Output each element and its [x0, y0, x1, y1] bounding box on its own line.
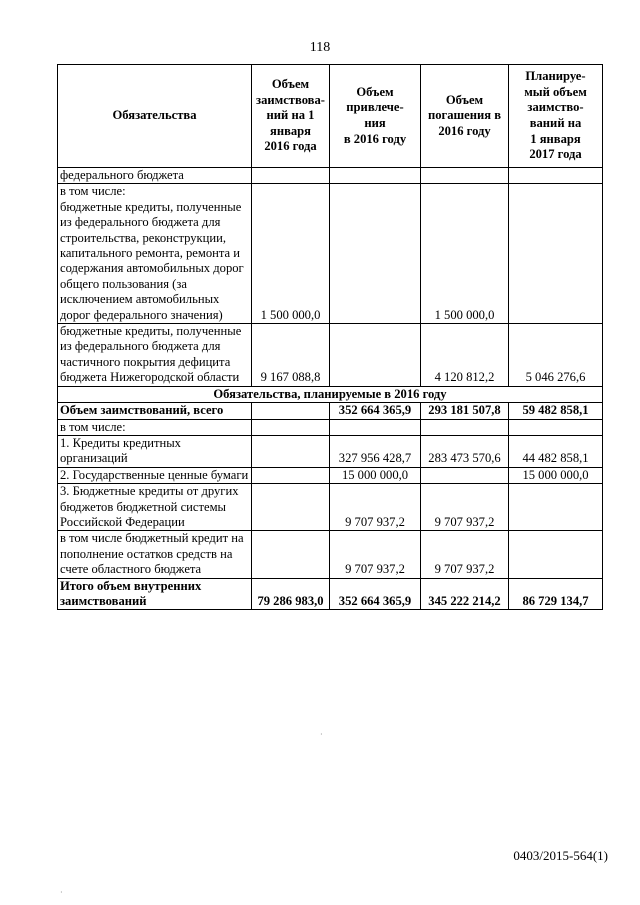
row-value-c4: 44 482 858,1	[509, 435, 603, 467]
header-planned-start-2017: Планируе- мый объем заимство- ваний на 1 января 2017 года	[509, 65, 603, 168]
table-row	[58, 531, 603, 578]
obligations-table	[57, 64, 603, 610]
row-value-c3	[421, 168, 509, 184]
row-value-c4: 15 000 000,0	[509, 467, 603, 483]
row-value-c2	[330, 324, 421, 387]
row-value-c3: 293 181 507,8	[421, 403, 509, 419]
table-row	[58, 467, 603, 483]
row-value-c3: 9 707 937,2	[421, 484, 509, 531]
row-label: Итого объем внутренних заимствований	[58, 578, 252, 610]
row-label: 1. Кредиты кредитных организаций	[58, 435, 252, 467]
row-value-c2: 15 000 000,0	[330, 467, 421, 483]
table-row	[58, 435, 603, 467]
row-value-c4	[509, 184, 603, 324]
row-value-c4	[509, 484, 603, 531]
row-value-c4	[509, 419, 603, 435]
row-label: в том числе бюджетный кредит на пополнение остатков средств на счете областного бюджета	[58, 531, 252, 578]
table-row	[58, 168, 603, 184]
row-value-c4: 86 729 134,7	[509, 578, 603, 610]
row-value-c2: 352 664 365,9	[330, 403, 421, 419]
row-value-c2	[330, 168, 421, 184]
row-value-c1: 79 286 983,0	[252, 578, 330, 610]
row-value-c1: 1 500 000,0	[252, 184, 330, 324]
row-value-c1	[252, 419, 330, 435]
row-label: 3. Бюджетные кредиты от других бюджетов бюджетной системы Российской Федерации	[58, 484, 252, 531]
row-value-c1	[252, 467, 330, 483]
row-value-c2: 352 664 365,9	[330, 578, 421, 610]
header-obligations: Обязательства	[58, 65, 252, 168]
row-value-c1	[252, 403, 330, 419]
table-row	[58, 578, 603, 610]
row-label: Объем заимствований, всего	[58, 403, 252, 419]
row-label: бюджетные кредиты, полученные из федерального бюджета для частичного покрытия дефицита бюджета Нижегородской области	[58, 324, 252, 387]
header-volume-start-2016: Объем заимствова- ний на 1 января 2016 года	[252, 65, 330, 168]
header-attraction-2016: Объем привлече- ния в 2016 году	[330, 65, 421, 168]
table-row	[58, 184, 603, 324]
document-code: 0403/2015-564(1)	[513, 848, 608, 863]
table-row	[58, 403, 603, 419]
row-value-c2	[330, 419, 421, 435]
row-value-c3: 9 707 937,2	[421, 531, 509, 578]
table-row	[58, 484, 603, 531]
row-value-c2: 9 707 937,2	[330, 484, 421, 531]
table-header-row	[58, 65, 603, 168]
row-value-c3	[421, 467, 509, 483]
row-value-c3: 1 500 000,0	[421, 184, 509, 324]
row-label: в том числе: бюджетные кредиты, полученные из федерального бюджета для строительства, реконструкции, капитального ремонта, ремонта и содержания автомобильных дорог общего пользования (за исключением автомобильных дорог федерального значения)	[58, 184, 252, 324]
page-number: 118	[309, 40, 331, 55]
row-value-c3: 4 120 812,2	[421, 324, 509, 387]
table-row	[58, 324, 603, 387]
row-value-c2: 9 707 937,2	[330, 531, 421, 578]
table-row	[58, 419, 603, 435]
row-value-c4	[509, 168, 603, 184]
row-value-c3: 283 473 570,6	[421, 435, 509, 467]
row-value-c4: 59 482 858,1	[509, 403, 603, 419]
row-value-c3	[421, 419, 509, 435]
row-value-c2	[330, 184, 421, 324]
row-value-c1: 9 167 088,8	[252, 324, 330, 387]
scan-mark: ·	[320, 730, 323, 739]
row-value-c3: 345 222 214,2	[421, 578, 509, 610]
row-label: в том числе:	[58, 419, 252, 435]
row-label: федерального бюджета	[58, 168, 252, 184]
row-value-c1	[252, 484, 330, 531]
header-repayment-2016: Объем погашения в 2016 году	[421, 65, 509, 168]
table-row	[58, 386, 603, 402]
scan-mark: ·	[60, 888, 63, 897]
row-value-c1	[252, 435, 330, 467]
section-heading: Обязательства, планируемые в 2016 году	[58, 386, 603, 402]
row-value-c4: 5 046 276,6	[509, 324, 603, 387]
row-label: 2. Государственные ценные бумаги	[58, 467, 252, 483]
row-value-c1	[252, 168, 330, 184]
row-value-c2: 327 956 428,7	[330, 435, 421, 467]
row-value-c1	[252, 531, 330, 578]
row-value-c4	[509, 531, 603, 578]
